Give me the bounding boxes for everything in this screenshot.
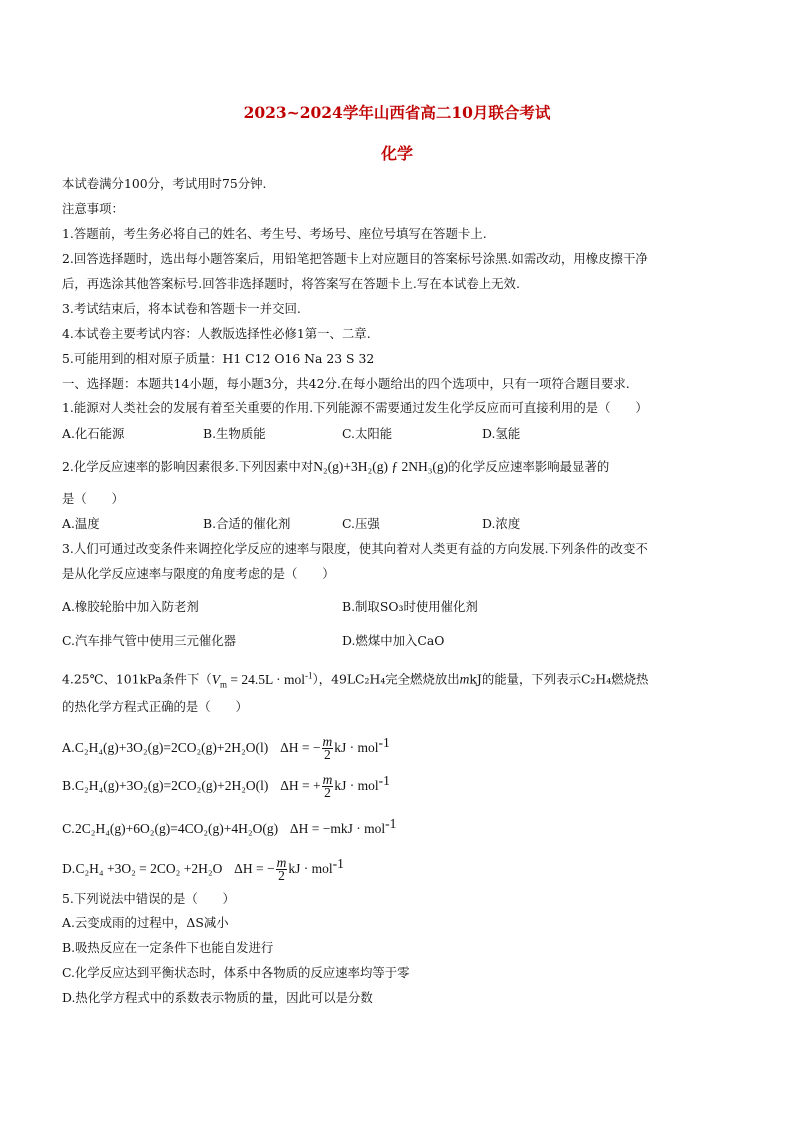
note-3: 3.考试结束后，将本试卷和答题卡一并交回. bbox=[62, 301, 301, 316]
q2-option-c: C.压强 bbox=[342, 516, 380, 531]
q4-vm: $V_m = 24.5L \cdot mol^{-1}$ bbox=[211, 670, 313, 690]
q3-stem-cont: 是从化学反应速率与限度的角度考虑的是（ ） bbox=[62, 566, 335, 581]
q4-stem-c: kJ的能量，下列表示C₂H₄燃烧热 bbox=[469, 671, 649, 687]
exam-title: 2023~2024学年山西省高二10月联合考试 bbox=[243, 103, 551, 122]
q4-stem-cont: 的热化学方程式正确的是（ ） bbox=[62, 699, 248, 714]
q1-option-c: C.太阳能 bbox=[342, 426, 393, 441]
q2-option-d: D.浓度 bbox=[482, 516, 521, 531]
q1-option-d: D.氢能 bbox=[482, 426, 521, 441]
q3-option-b: B.制取SO₃时使用催化剂 bbox=[342, 599, 478, 614]
q4-stem-a: 4.25℃、101kPa条件下（ bbox=[62, 671, 212, 687]
q5-option-a: A.云变成雨的过程中，ΔS减小 bbox=[62, 915, 229, 930]
q1-option-a: A.化石能源 bbox=[62, 426, 125, 441]
q2-stem-b: 的化学反应速率影响最显著的 bbox=[448, 459, 610, 474]
q4-option-d: D.C₂H₄ +3O₂ = 2CO₂ +2H₂O ΔH = − $\frac{m}{2}$ kJ · mol$^{-1}$ bbox=[62, 855, 344, 884]
q4-option-b: B.C₂H₄(g)+3O₂(g)=2CO₂(g)+2H₂O(l) ΔH = + $\frac{m}{2}$ kJ · mol$^{-1}$ bbox=[62, 772, 390, 801]
note-2: 2.回答选择题时，选出每小题答案后，用铅笔把答题卡上对应题目的答案标号涂黑.如需改动，用橡皮擦干净 bbox=[62, 251, 648, 266]
q2-option-b: B.合适的催化剂 bbox=[203, 516, 291, 531]
score-line: 本试卷满分100分，考试用时75分钟. bbox=[62, 176, 267, 191]
q3-stem: 3.人们可通过改变条件来调控化学反应的速率与限度，使其向着对人类更有益的方向发展.下列条件的改变不 bbox=[62, 541, 648, 556]
q3-option-d: D.燃煤中加入CaO bbox=[342, 633, 445, 648]
note-4: 4.本试卷主要考试内容：人教版选择性必修1第一、二章. bbox=[62, 326, 371, 341]
q2-stem-cont: 是（ ） bbox=[62, 491, 124, 506]
q4-option-c: C.2C₂H₄(g)+6O₂(g)=4CO₂(g)+4H₂O(g) ΔH = −mkJ · mol$^{-1}$ bbox=[62, 816, 397, 837]
subject-title: 化学 bbox=[380, 144, 413, 163]
q2-stem bbox=[62, 459, 609, 475]
q4-stem-b: ），49LC₂H₄完全燃烧放出 bbox=[312, 671, 460, 687]
q3-option-c: C.汽车排气管中使用三元催化器 bbox=[62, 633, 237, 648]
note-2-cont: 后，再选涂其他答案标号.回答非选择题时，将答案写在答题卡上.写在本试卷上无效. bbox=[62, 276, 520, 291]
q2-option-a: A.温度 bbox=[62, 516, 100, 531]
q5-stem: 5.下列说法中错误的是（ ） bbox=[62, 891, 235, 906]
q2-stem-a: 2.化学反应速率的影响因素很多.下列因素中对 bbox=[62, 459, 314, 474]
note-1: 1.答题前，考生务必将自己的姓名、考生号、考场号、座位号填写在答题卡上. bbox=[62, 226, 487, 241]
q1-option-b: B.生物质能 bbox=[203, 426, 266, 441]
q5-option-d: D.热化学方程式中的系数表示物质的量，因此可以是分数 bbox=[62, 990, 373, 1005]
q4-stem bbox=[62, 667, 648, 692]
q5-option-c: C.化学反应达到平衡状态时，体系中各物质的反应速率均等于零 bbox=[62, 965, 410, 980]
notice-heading: 注意事项： bbox=[62, 201, 124, 216]
q1-stem: 1.能源对人类社会的发展有着至关重要的作用.下列能源不需要通过发生化学反应而可直接利用的是（ ） bbox=[62, 400, 648, 415]
section-heading: 一、选择题：本题共14小题，每小题3分，共42分.在每小题给出的四个选项中，只有一项符合题目要求. bbox=[62, 376, 630, 391]
q2-equation: N₂(g)+3H₂(g) ƒ 2NH₃(g) bbox=[313, 459, 449, 474]
q4-option-a: A.C₂H₄(g)+3O₂(g)=2CO₂(g)+2H₂O(l) ΔH = − $\frac{m}{2}$ kJ · mol$^{-1}$ bbox=[62, 734, 390, 763]
q4-m: m bbox=[459, 671, 470, 687]
q3-option-a: A.橡胶轮胎中加入防老剂 bbox=[62, 599, 199, 614]
note-5: 5.可能用到的相对原子质量：H1 C12 O16 Na 23 S 32 bbox=[62, 351, 375, 366]
q5-option-b: B.吸热反应在一定条件下也能自发进行 bbox=[62, 940, 274, 955]
